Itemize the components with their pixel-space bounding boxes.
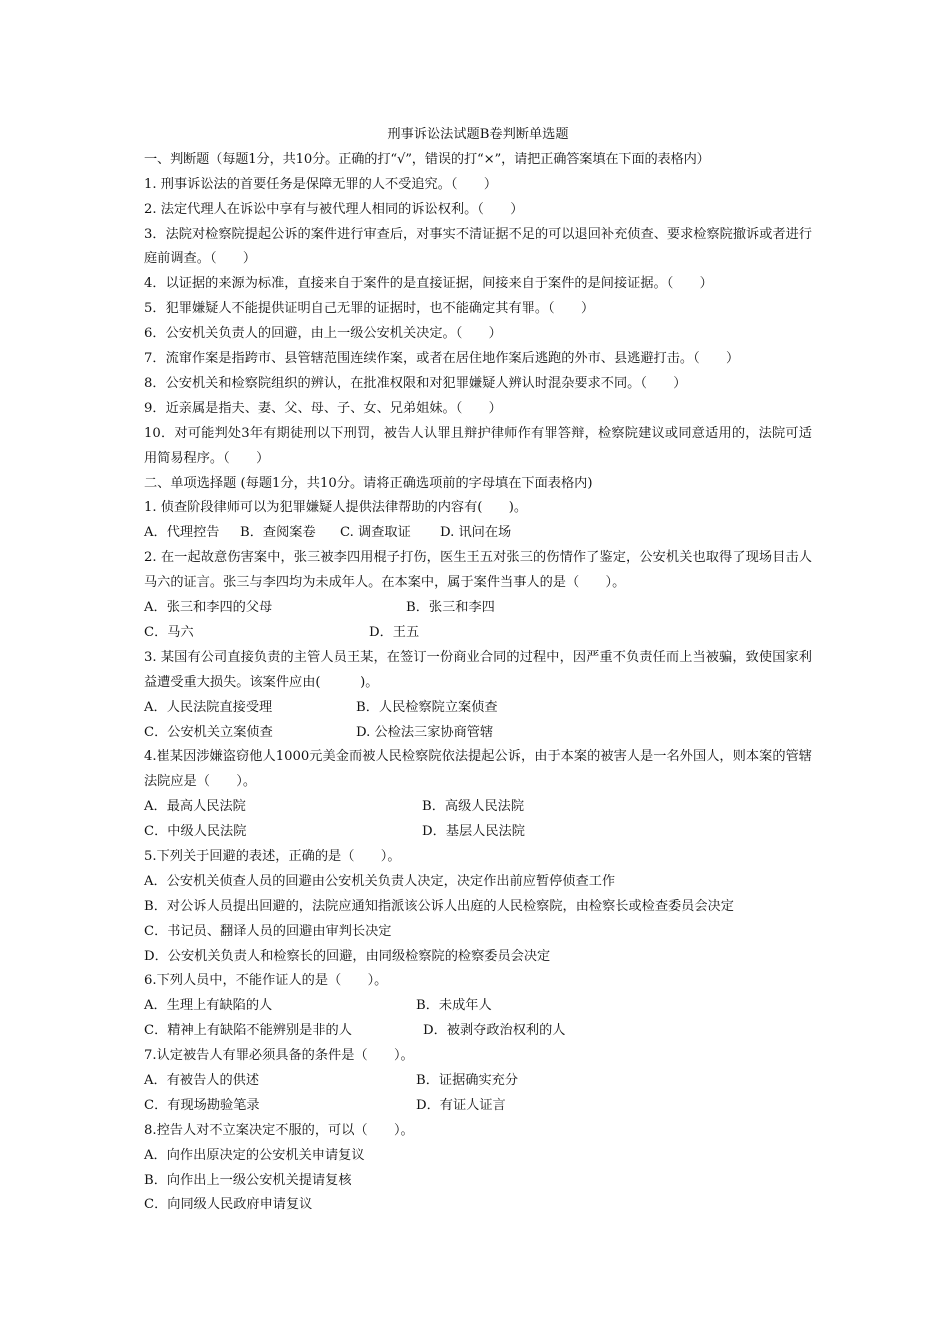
option: A．生理上有缺陷的人: [144, 998, 273, 1014]
option: C．有现场勘验笔录: [144, 1097, 260, 1113]
option: B．证据确实充分: [416, 1073, 519, 1088]
option: D. 公检法三家协商管辖: [356, 724, 494, 740]
question-stem: 3. 某国有公司直接负责的主管人员王某，在签订一份商业合同的过程中，因严重不负责任而上当被骗，致使国家利益遭受重大损失。该案件应由( )。: [144, 649, 812, 690]
question-options: [144, 820, 812, 845]
question-options: [144, 596, 812, 621]
option: C．中级人民法院: [144, 824, 247, 840]
question-options: [144, 621, 812, 646]
option: D．公安机关负责人和检察长的回避，由同级检察院的检察委员会决定: [144, 948, 551, 964]
judgement-item: 9．近亲属是指夫、妻、父、母、子、女、兄弟姐妹。（ ）: [144, 400, 502, 416]
document-body: [144, 123, 812, 1218]
option: A．有被告人的供述: [144, 1073, 260, 1088]
option: C．公安机关立案侦查: [144, 724, 273, 740]
question-options: [144, 521, 812, 546]
option: C．精神上有缺陷不能辨别是非的人: [144, 1023, 352, 1039]
question-stem: 6.下列人员中，不能作证人的是（ ）。: [144, 973, 388, 989]
question-options: [144, 795, 812, 820]
judgement-item: 4．以证据的来源为标准，直接来自于案件的是直接证据，间接来自于案件的是间接证据。（ ）: [144, 276, 713, 292]
option: B．高级人民法院: [422, 799, 525, 815]
option: A．向作出原决定的公安机关申请复议: [144, 1147, 365, 1163]
option: C．书记员、翻译人员的回避由审判长决定: [144, 923, 392, 939]
option: D．基层人民法院: [422, 824, 525, 840]
question-options: [144, 1019, 812, 1044]
option: A．人民法院直接受理: [144, 699, 273, 715]
option: B．张三和李四: [406, 600, 495, 616]
option: A．公安机关侦查人员的回避由公安机关负责人决定，决定作出前应暂停侦查工作: [144, 873, 616, 889]
option: C. 调查取证: [340, 525, 411, 541]
question-options: [144, 994, 812, 1019]
judgement-item: 10．对可能判处3年有期徒刑以下刑罚，被告人认罪且辩护律师作有罪答辩，检察院建议或同意适用的，法院可适用简易程序。（ ）: [144, 425, 812, 466]
document-title: 刑事诉讼法试题B卷判断单选题: [387, 127, 569, 142]
judgement-item: 8．公安机关和检察院组织的辨认，在批准权限和对犯罪嫌疑人辨认时混杂要求不同。（ ）: [144, 375, 687, 391]
option: D．有证人证言: [416, 1097, 506, 1113]
question-stem: 7.认定被告人有罪必须具备的条件是（ ）。: [144, 1048, 414, 1064]
question-stem: 8.控告人对不立案决定不服的，可以（ ）。: [144, 1122, 414, 1138]
question-stem: 1. 侦查阶段律师可以为犯罪嫌疑人提供法律帮助的内容有( )。: [144, 500, 528, 516]
judgement-item: 7．流窜作案是指跨市、县管辖范围连续作案，或者在居住地作案后逃跑的外市、县逃避打击。（ ）: [144, 351, 740, 367]
option: C．马六: [144, 624, 194, 640]
question-stem: 2. 在一起故意伤害案中，张三被李四用棍子打伤，医生王五对张三的伤情作了鉴定，公安机关也取得了现场目击人马六的证言。张三与李四均为未成年人。在本案中，属于案件当事人的是（ ）。: [144, 550, 812, 591]
judgement-item: 2. 法定代理人在诉讼中享有与被代理人相同的诉讼权利。（ ）: [144, 201, 524, 217]
question-options: [144, 721, 812, 746]
option: B．未成年人: [416, 998, 492, 1014]
judgement-item: 3．法院对检察院提起公诉的案件进行审查后，对事实不清证据不足的可以退回补充侦查、要求检察院撤诉或者进行庭前调查。（ ）: [144, 226, 812, 267]
option: D．被剥夺政治权利的人: [423, 1023, 566, 1039]
option: B．查阅案卷: [240, 525, 316, 541]
option: C．向同级人民政府申请复议: [144, 1197, 313, 1213]
judgement-item: 6．公安机关负责人的回避，由上一级公安机关决定。（ ）: [144, 326, 502, 342]
option: B．人民检察院立案侦查: [356, 699, 498, 715]
question-options: [144, 696, 812, 721]
option: D．王五: [369, 624, 420, 640]
option: A．最高人民法院: [144, 799, 246, 815]
question-options: [144, 1094, 812, 1119]
section-heading-choice: 二、单项选择题 (每题1分，共10分。请将正确选项前的字母填在下面表格内): [144, 475, 593, 491]
section-heading-judgement: 一、判断题（每题1分，共10分。正确的打“√”，错误的打“×”，请把正确答案填在下面的表格内）: [144, 151, 710, 167]
judgement-item: 5．犯罪嫌疑人不能提供证明自己无罪的证据时，也不能确定其有罪。（ ）: [144, 301, 595, 317]
option: D. 讯问在场: [440, 525, 512, 541]
option: B．对公诉人员提出回避的，法院应通知指派该公诉人出庭的人民检察院，由检察长或检查委员会决定: [144, 898, 734, 914]
option: B．向作出上一级公安机关提请复核: [144, 1172, 352, 1188]
question-stem: 4.崔某因涉嫌盗窃他人1000元美金而被人民检察院依法提起公诉，由于本案的被害人是一名外国人，则本案的管辖法院应是（ ）。: [144, 749, 812, 790]
question-stem: 5.下列关于回避的表述，正确的是（ ）。: [144, 848, 401, 864]
judgement-item: 1. 刑事诉讼法的首要任务是保障无罪的人不受追究。（ ）: [144, 176, 498, 192]
option: A．代理控告: [144, 525, 220, 541]
question-options: [144, 1069, 812, 1094]
option: A．张三和李四的父母: [144, 600, 273, 616]
